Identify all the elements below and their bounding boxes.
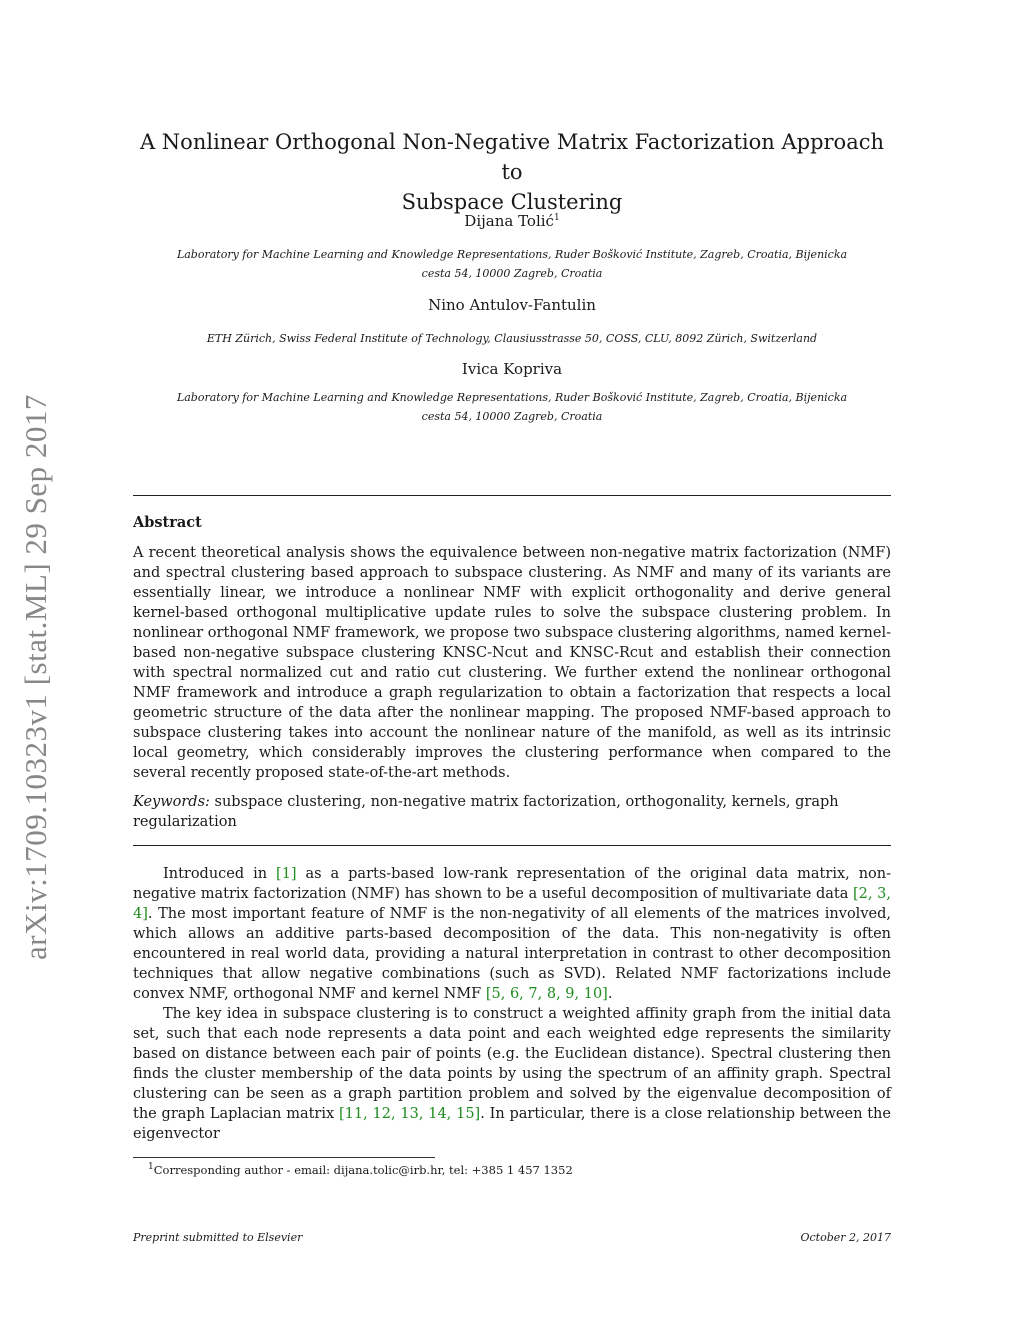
paragraph-1-text [133, 864, 891, 1004]
author-1-name: Dijana Tolić [464, 212, 554, 230]
citation-link[interactable]: [2, 3, 4] [133, 886, 892, 922]
footer-left: Preprint submitted to Elsevier [133, 1231, 303, 1244]
author-1 [133, 212, 891, 230]
abstract-heading-text: Abstract [133, 514, 202, 531]
footnote-mark: 1 [148, 1162, 154, 1172]
citation-link[interactable]: [1] [276, 866, 297, 882]
intro-paragraph-1 [133, 864, 891, 1004]
title-line-1: A Nonlinear Orthogonal Non-Negative Matrix Factorization Approach to [139, 130, 885, 184]
intro-paragraph-2 [133, 1004, 891, 1144]
paper-title [133, 127, 891, 217]
footnote-text: Corresponding author - email: dijana.tolic@irb.hr, tel: +385 1 457 1352 [153, 1162, 573, 1177]
author-2-affiliation: ETH Zürich, Swiss Federal Institute of Technology, Clausiusstrasse 50, COSS, CLU, 8092 Zürich, Switzerland [206, 332, 818, 345]
author-3-affiliation [133, 388, 891, 426]
affiliation-line: Laboratory for Machine Learning and Knowledge Representations, Ruder Bošković Institute, Zagreb, Croatia, Bijenicka [176, 248, 848, 261]
keywords-text: subspace clustering, non-negative matrix factorization, orthogonality, kernels, graph regularization [133, 794, 839, 830]
abstract-top-rule [133, 495, 891, 496]
abstract-bottom-rule [133, 845, 891, 846]
citation-link[interactable]: [11, 12, 13, 14, 15] [338, 1106, 481, 1122]
affiliation-line: cesta 54, 10000 Zagreb, Croatia [421, 267, 603, 280]
text-run: Introduced in [163, 866, 277, 882]
keywords [133, 792, 891, 832]
title-line-2: Subspace Clustering [401, 190, 623, 214]
author-3-name: Ivica Kopriva [461, 360, 563, 378]
citation-link[interactable]: [5, 6, 7, 8, 9, 10] [485, 986, 608, 1002]
author-2-name: Nino Antulov-Fantulin [428, 296, 596, 314]
footer-right: October 2, 2017 [800, 1231, 891, 1244]
affiliation-line: Laboratory for Machine Learning and Knowledge Representations, Ruder Bošković Institute, Zagreb, Croatia, Bijenicka [176, 391, 848, 404]
affiliation-line: cesta 54, 10000 Zagreb, Croatia [421, 410, 603, 423]
text-run: . The most important feature of NMF is the non-negativity of all elements of the matrices involved, which allows an additive parts-based decomposition of the data. This non-negativity is often encountered in real world data, providing a natural interpretation in contrast to other decomposition techniques that allow negative combinations (such as SVD). Related NMF factorizations include convex NMF, orthogonal NMF and kernel NMF [133, 906, 891, 1002]
author-1-footnote-mark: 1 [553, 213, 560, 223]
footnote-rule [133, 1157, 435, 1158]
text-run: as a parts-based low-rank representation of the original data matrix, non-negative matrix factorization (NMF) has shown to be a useful decomposition of multivariate data [133, 866, 891, 902]
text-run: . In particular, there is a close relationship between the eigenvector [133, 1106, 891, 1142]
paragraph-2-text [133, 1004, 891, 1144]
arxiv-identifier: arXiv:1709.10323v1 [stat.ML] 29 Sep 2017 [18, 394, 53, 960]
text-run: . [607, 986, 613, 1002]
author-1-affiliation [133, 245, 891, 283]
footnote [148, 1162, 573, 1177]
keywords-label: Keywords: [133, 794, 210, 810]
abstract-heading [133, 513, 891, 533]
text-run: The key idea in subspace clustering is to construct a weighted affinity graph from the initial data set, such that each node represents a data point and each weighted edge represents the similarity based on distance between each pair of points (e.g. the Euclidean distance). Spectral clustering then finds the cluster membership of the data points by using the spectrum of an affinity graph. Spectral clustering can be seen as a graph partition problem and solved by the eigenvalue decomposition of the graph Laplacian matrix [133, 1006, 891, 1122]
abstract-body: A recent theoretical analysis shows the equivalence between non-negative matrix factorization (NMF) and spectral clustering based approach to subspace clustering. As NMF and many of its variants are essentially linear, we introduce a nonlinear NMF with explicit orthogonality and derive general kernel-based orthogonal multiplicative update rules to solve the subspace clustering problem. In nonlinear orthogonal NMF framework, we propose two subspace clustering algorithms, named kernel-based non-negative subspace clustering KNSC-Ncut and KNSC-Rcut and establish their connection with spectral normalized cut and ratio cut clustering. We further extend the nonlinear orthogonal NMF framework and introduce a graph regularization to obtain a factorization that respects a local geometric structure of the data after the nonlinear mapping. The proposed NMF-based approach to subspace clustering takes into account the nonlinear nature of the manifold, as well as its intrinsic local geometry, which considerably improves the clustering performance when compared to the several recently proposed state-of-the-art methods. [133, 545, 891, 781]
